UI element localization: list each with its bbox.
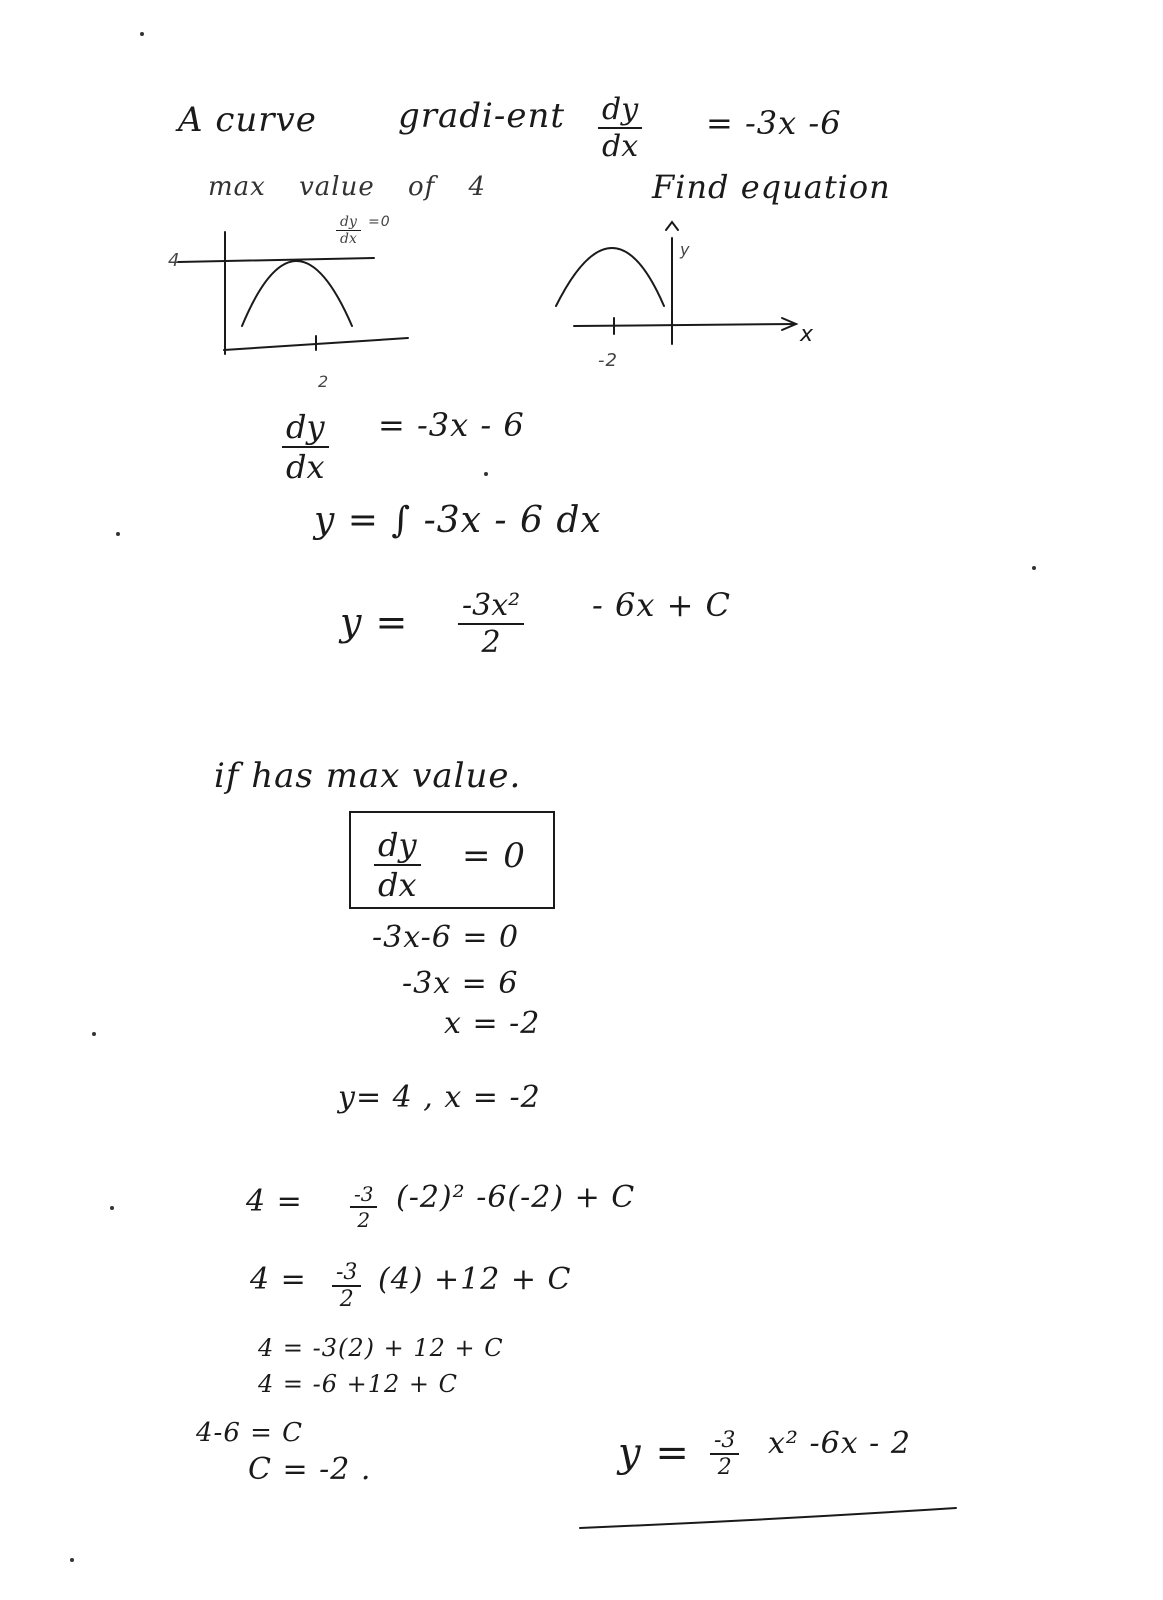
step2: -3x = 6: [402, 966, 519, 1001]
sketch1-tick-label: 2: [318, 372, 330, 391]
sketch2-parabola: [556, 248, 664, 306]
scan-speck: [92, 1032, 96, 1036]
working-dy: dy: [282, 408, 329, 448]
sub4: 4 = -6 +12 + C: [258, 1370, 459, 1398]
answer-lhs: y =: [618, 1430, 690, 1476]
working-line3-lhs: y =: [340, 600, 409, 644]
header-dy: dy: [598, 92, 642, 129]
header-rhs: = -3x -6: [706, 104, 842, 142]
answer-underline: [580, 1508, 956, 1528]
working-line3-num: -3x²: [458, 588, 524, 625]
sub1-rest: (-2)² -6(-2) + C: [396, 1180, 636, 1215]
scan-speck: [1032, 566, 1036, 570]
sub2-fraction: [332, 1260, 361, 1312]
sub1-lhs: 4 =: [246, 1184, 303, 1219]
answer-rest: x² -6x - 2: [768, 1426, 911, 1461]
point-values: y= 4 , x = -2: [338, 1080, 541, 1115]
max-value-text: max value of 4: [208, 172, 487, 202]
find-equation-text: Find equation: [652, 168, 891, 206]
condition-rhs: = 0: [462, 836, 526, 876]
working-line3-den: 2: [481, 625, 501, 660]
sub1-fraction: [350, 1182, 377, 1232]
sub3: 4 = -3(2) + 12 + C: [258, 1334, 504, 1362]
working-integral: y = ∫ -3x - 6 dx: [314, 500, 602, 541]
answer-frac-num: -3: [710, 1428, 739, 1455]
problem-gradient-word: gradi-ent: [398, 96, 566, 136]
sketch2-y-label: y: [680, 240, 691, 259]
scan-speck: [484, 472, 488, 476]
condition-dx: dx: [378, 866, 417, 904]
working-line1-rhs: = -3x - 6: [378, 406, 525, 444]
sketch2-x-axis: [574, 324, 796, 326]
scan-speck: [140, 32, 144, 36]
sub6: C = -2 .: [248, 1452, 372, 1487]
sub2-frac-num: -3: [332, 1260, 361, 1287]
sketch1-note-dy: dy: [336, 214, 361, 231]
step3: x = -2: [444, 1006, 541, 1041]
sketch2-tick-label: -2: [598, 350, 618, 371]
problem-intro: A curve: [178, 100, 317, 140]
step1: -3x-6 = 0: [372, 920, 520, 955]
sub2-lhs: 4 =: [250, 1262, 307, 1297]
sketch1-note: [336, 214, 361, 247]
answer-frac-den: 2: [717, 1455, 732, 1480]
sketch1-label-4: 4: [168, 250, 181, 271]
sketch1-horizontal-line: [178, 258, 374, 262]
sub5: 4-6 = C: [196, 1418, 304, 1448]
sub1-frac-den: 2: [357, 1208, 371, 1232]
answer-fraction: [710, 1428, 739, 1480]
condition-fraction: [374, 826, 421, 904]
working-line3-rest: - 6x + C: [592, 586, 732, 624]
scan-speck: [70, 1558, 74, 1562]
working-dydx: [282, 408, 329, 486]
working-dx: dx: [286, 448, 325, 486]
sketch2-x-label: x: [800, 322, 815, 347]
sketch2-y-arrow: [666, 222, 678, 230]
sub2-rest: (4) +12 + C: [378, 1262, 572, 1297]
scan-speck: [116, 532, 120, 536]
sketch1-note-rhs: =0: [368, 214, 391, 230]
max-heading: if has max value.: [214, 756, 522, 796]
condition-dy: dy: [374, 826, 421, 866]
working-line3-fraction: [458, 588, 524, 660]
sub1-frac-num: -3: [350, 1182, 377, 1208]
sketch1-parabola: [242, 261, 352, 326]
header-dx: dx: [602, 129, 639, 164]
scan-speck: [110, 1206, 114, 1210]
sketch1-note-dx: dx: [340, 231, 357, 247]
sub2-frac-den: 2: [339, 1287, 354, 1312]
